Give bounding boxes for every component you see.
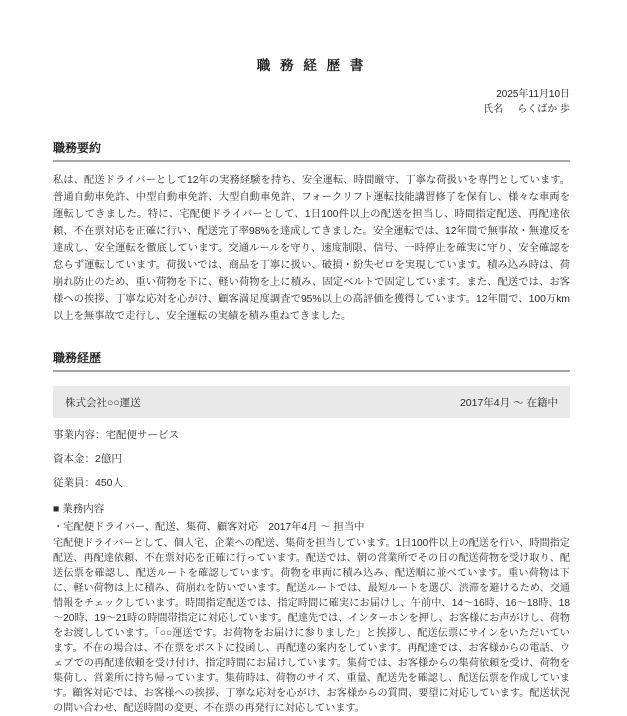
document-meta xyxy=(53,88,570,117)
company-bar xyxy=(53,386,570,418)
duties-body: 宅配便ドライバーとして、個人宅、企業への配送、集荷を担当しています。1日100件以上の配送を行い、時間指定配送、再配達依頼、不在票対応を正確に行っています。配送では、朝の営業所でその日の配送荷物を受け取り、配送伝票を確認し、配送ルートを確認しています。荷物を車両に積み込み、配送順に並べています。重い荷物は下に、軽い荷物は上に積み、荷崩れを防いでいます。配送ルートでは、最短ルートを選び、渋滞を避けるため、交通情報をチェックしています。時間指定配送では、指定時間に確実にお届けし、午前中、14～16時、16～18時、18～20時、19～21時の時間帯指定に対応しています。配達先では、インターホンを押し、お客様にお声がけし、荷物をお渡ししています。「○○運送です。お荷物をお届けに参りました」と挨拶し、配送伝票にサインをいただいています。不在の場合は、不在票をポストに投函し、再配達の案内をしています。再配達では、お客様からの電話、ウェブでの再配達依頼を受け付け、指定時間にお届けしています。集荷では、お客様からの集荷依頼を受け、荷物を集荷し、営業所に持ち帰っています。集荷時は、荷物のサイズ、重量、配送先を確認し、配送伝票を作成しています。顧客対応では、お客様への挨拶、丁寧な応対を心がけ、お客様からの質問、要望に対応しています。配送状況の問い合わせ、配送時間の変更、不在票の再発行に対応しています。 xyxy=(53,538,570,714)
company-name: 株式会社○○運送 xyxy=(65,396,141,409)
company-fact-employees: 従業員：450人 xyxy=(53,477,124,489)
company-fact-capital: 資本金：2億円 xyxy=(53,453,122,465)
history-section xyxy=(53,349,570,716)
document-date: 2025年11月10日 xyxy=(496,89,570,100)
applicant-name: らくばか 歩 xyxy=(517,104,570,115)
document-title: 職 務 経 歴 書 xyxy=(256,58,367,73)
duties-role-line: ・宅配便ドライバー、配送、集荷、顧客対応 2017年4月 ～ 担当中 xyxy=(53,522,365,533)
company-fact-business: 事業内容：宅配便サービス xyxy=(53,429,179,441)
name-label: 氏名 xyxy=(483,104,504,115)
summary-body: 私は、配送ドライバーとして12年の実務経験を持ち、安全運転、時間厳守、丁寧な荷扱いを専門としています。普通自動車免許、中型自動車免許、大型自動車免許、フォークリフト運転技能講習修了を保有し、様々な車両を運転してきました。特に、宅配便ドライバーとして、1日100件以上の配送を担当し、時間指定配送、再配達依頼、不在票対応を正確に行い、配送完了率98%を達成してきました。安全運転では、12年間で無事故・無違反を達成し、安全運転を徹底しています。交通ルールを守り、速度制限、信号、一時停止を確実に守り、安全確認を怠らず運転しています。荷扱いでは、商品を丁寧に扱い、破損・紛失ゼロを実現しています。積み込み時は、荷崩れ防止のため、重い荷物を下に、軽い荷物を上に積み、固定ベルトで固定しています。また、配送では、お客様への挨拶、丁寧な応対を心がけ、顧客満足度調査で95%以上の高評価を獲得しています。12年間で、100万km以上を無事故で走行し、安全運転の実績を積み重ねてきました。 xyxy=(53,175,570,322)
history-heading: 職務経歴 xyxy=(53,349,570,372)
applicant-name-line xyxy=(53,103,570,117)
duties-heading: ■ 業務内容 xyxy=(53,503,105,515)
summary-heading: 職務要約 xyxy=(53,139,570,162)
employment-period: 2017年4月 ～ 在籍中 xyxy=(459,396,558,409)
summary-section xyxy=(53,139,570,325)
